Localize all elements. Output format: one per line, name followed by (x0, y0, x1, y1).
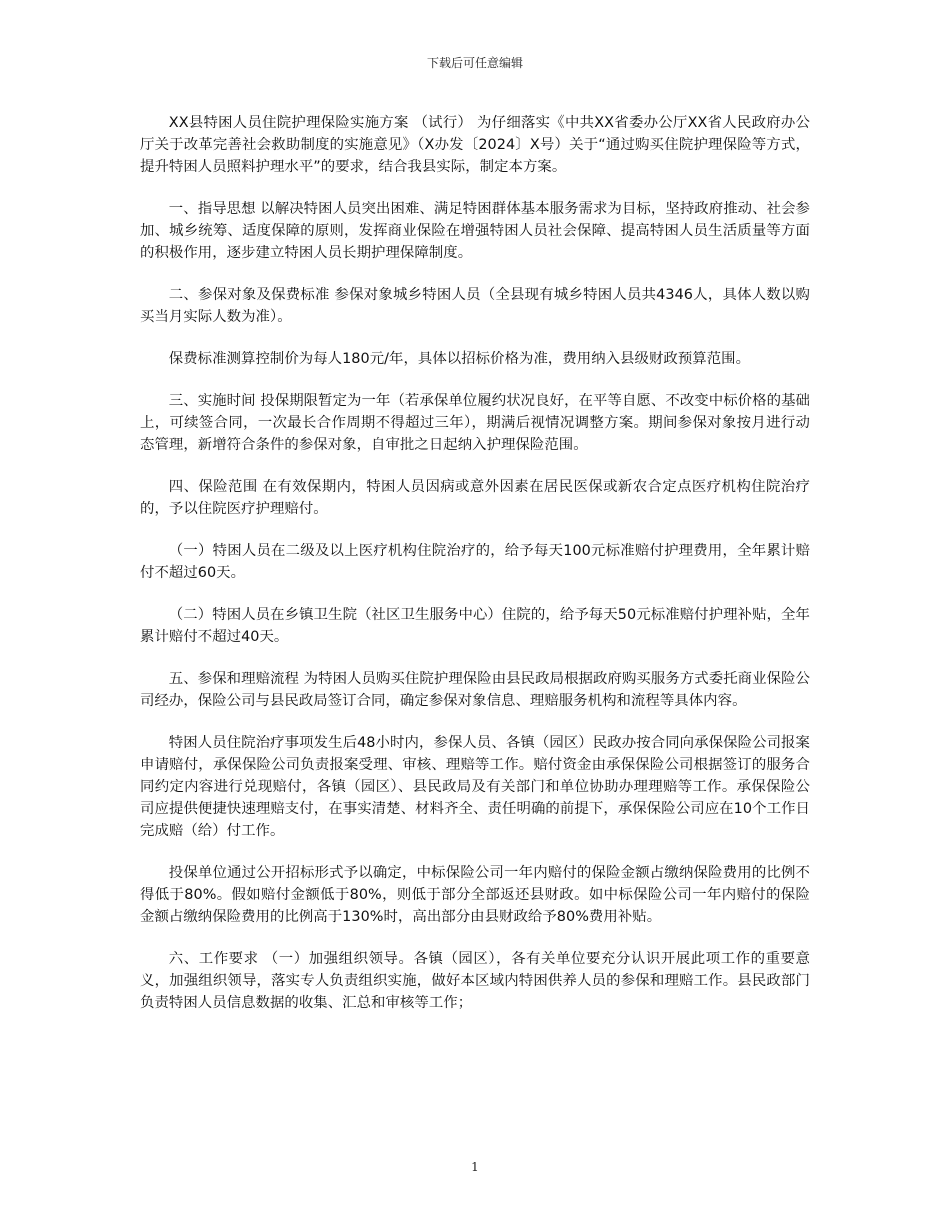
page-header: 下载后可任意编辑 (426, 56, 523, 70)
paragraph-claims-process: 五、参保和理赔流程 为特困人员购买住院护理保险由县民政局根据政府购买服务方式委托商业保险公司经办，保险公司与县民政局签订合同，确定参保对象信息、理赔服务机构和流程等具体内容。 (140, 671, 810, 709)
paragraph-implementation-time: 三、实施时间 投保期限暂定为一年（若承保单位履约状况良好，在平等自愿、不改变中标价格的基础上，可续签合同，一次最长合作周期不得超过三年），期满后视情况调整方案。期间参保对象按月进行动态管理，新增符合条件的参保对象，自审批之日起纳入护理保险范围。 (140, 393, 810, 453)
paragraph-scope-item-2: （二）特困人员在乡镇卫生院（社区卫生服务中心）住院的，给予每天50元标准赔付护理补贴，全年累计赔付不超过40天。 (140, 607, 810, 645)
paragraph-work-requirements: 六、工作要求 （一）加强组织领导。各镇（园区），各有关单位要充分认识开展此项工作的重要意义，加强组织领导，落实专人负责组织实施，做好本区域内特困供养人员的参保和理赔工作。县民政部门负责特困人员信息数据的收集、汇总和审核等工作； (140, 951, 810, 1011)
paragraph-premium-standard: 保费标准测算控制价为每人180元/年，具体以招标价格为准，费用纳入县级财政预算范围。 (168, 351, 751, 367)
paragraph-scope-item-1: （一）特困人员在二级及以上医疗机构住院治疗的，给予每天100元标准赔付护理费用，全年累计赔付不超过60天。 (140, 543, 810, 581)
paragraph-insurance-scope: 四、保险范围 在有效保期内，特困人员因病或意外因素在居民医保或新农合定点医疗机构住院治疗的，予以住院医疗护理赔付。 (140, 479, 810, 517)
paragraph-intro: XX县特困人员住院护理保险实施方案 （试行） 为仔细落实《中共XX省委办公厅XX省人民政府办公厅关于改革完善社会救助制度的实施意见》（X办发〔2024〕X号）关于“通过购买住院护理保险等方式，提升特困人员照料护理水平”的要求，结合我县实际，制定本方案。 (140, 115, 810, 175)
paragraph-bidding: 投保单位通过公开招标形式予以确定，中标保险公司一年内赔付的保险金额占缴纳保险费用的比例不得低于80%。假如赔付金额低于80%，则低于部分全部返还县财政。如中标保险公司一年内赔付的保险金额占缴纳保险费用的比例高于130%时，高出部分由县财政给予80%费用补贴。 (140, 865, 810, 925)
page-number: 1 (471, 1160, 479, 1174)
paragraph-insured-objects: 二、参保对象及保费标准 参保对象城乡特困人员（全县现有城乡特困人员共4346人，具体人数以购买当月实际人数为准）。 (140, 287, 810, 325)
document-body (140, 112, 810, 1034)
paragraph-guiding-principle: 一、指导思想 以解决特困人员突出困难、满足特困群体基本服务需求为目标，坚持政府推动、社会参加、城乡统筹、适度保障的原则，发挥商业保险在增强特困人员社会保障、提高特困人员生活质量等方面的积极作用，逐步建立特困人员长期护理保障制度。 (140, 201, 810, 261)
paragraph-claims-detail: 特困人员住院治疗事项发生后48小时内，参保人员、各镇（园区）民政办按合同向承保保险公司报案申请赔付，承保保险公司负责报案受理、审核、理赔等工作。赔付资金由承保保险公司根据签订的服务合同约定内容进行兑现赔付，各镇（园区）、县民政局及有关部门和单位协助办理理赔等工作。承保保险公司应提供便捷快速理赔支付，在事实清楚、材料齐全、责任明确的前提下，承保保险公司应在10个工作日完成赔（给）付工作。 (140, 735, 810, 839)
